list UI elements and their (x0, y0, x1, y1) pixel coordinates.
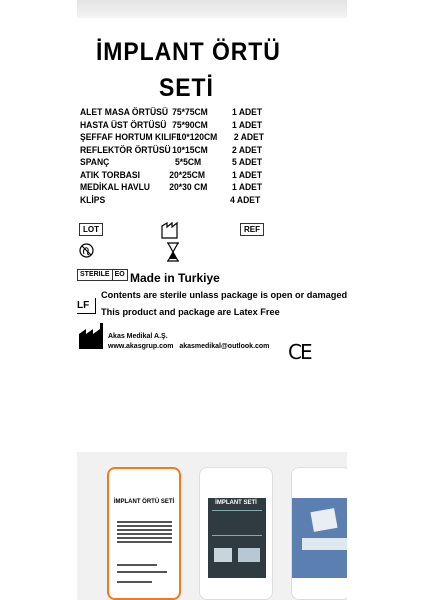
latex-free-icon (77, 298, 96, 314)
thumbnail-photo (238, 548, 260, 562)
ref-symbol: REF (240, 223, 264, 236)
item-name: REFLEKTÖR ÖRTÜSÜ (80, 144, 171, 155)
item-name: SPANÇ (80, 157, 110, 167)
item-size: 75*75CM (172, 107, 208, 117)
thumbnail-label: İMPLANT ÖRTÜ SETİ (113, 499, 175, 505)
lot-symbol: LOT (79, 223, 103, 236)
mini-line (117, 533, 172, 535)
thumbnail-3[interactable] (291, 467, 347, 600)
right-margin (347, 0, 424, 600)
item-qty: 1 ADET (232, 119, 263, 130)
item-name: ATIK TORBASI (80, 169, 141, 180)
mini-line (117, 581, 152, 583)
product-title-line2: SETİ (159, 74, 214, 102)
thumbnail-drape (310, 508, 337, 532)
list-item (80, 170, 261, 183)
list-item (80, 157, 261, 170)
item-size: 10*120CM (176, 132, 218, 142)
item-size: 75*90CM (172, 119, 208, 130)
manufacturer-website: www.akasgrup.com (108, 343, 174, 350)
thumbnail-photo (214, 548, 232, 562)
list-item (80, 132, 264, 145)
list-item (80, 182, 261, 195)
item-name: ŞEFFAF HORTUM KILIFI (80, 132, 179, 142)
item-size: 5*5CM (175, 157, 202, 167)
product-title-line1: İMPLANT ÖRTÜ (96, 38, 281, 66)
item-qty: 4 ADET (230, 194, 261, 205)
thumbnail-1[interactable] (107, 467, 181, 600)
manufacturer-name: Akas Medikal A.Ş. (108, 333, 168, 340)
list-item (80, 120, 261, 133)
mini-line (117, 521, 172, 523)
left-margin (0, 0, 77, 600)
manufacturer-email: akasmedikal@outlook.com (179, 343, 270, 350)
thumbnail-2[interactable] (199, 467, 273, 600)
sterile-label: STERILE (78, 270, 113, 280)
mini-line (117, 525, 172, 527)
item-name: ALET MASA ÖRTÜSÜ (80, 107, 169, 117)
thumbnail-lines (212, 510, 262, 536)
item-size: 20*30 CM (169, 182, 208, 192)
list-item (80, 195, 261, 208)
item-qty: 1 ADET (232, 169, 263, 180)
list-item (80, 107, 261, 120)
manufacturer-icon (78, 322, 104, 350)
mini-line (117, 564, 157, 566)
latex-free-label: LF (77, 300, 90, 311)
mini-line (117, 537, 172, 539)
thumbnail-drape (302, 538, 347, 550)
made-in-label: Made in Turkiye (130, 271, 220, 285)
item-qty: 2 ADET (233, 132, 264, 142)
manufacturer-info (108, 332, 269, 352)
thumbnail-label: İMPLANT SETİ (215, 500, 257, 506)
item-qty: 2 ADET (232, 144, 263, 155)
hourglass-icon (166, 242, 180, 262)
item-list (80, 107, 264, 207)
item-size: 10*15CM (172, 144, 208, 155)
item-qty: 1 ADET (232, 182, 263, 192)
mini-line (117, 541, 172, 543)
sterile-note: Contents are sterile unlass package is open or damaged (101, 290, 348, 300)
thumbnail-gallery (77, 452, 347, 600)
item-name: HASTA ÜST ÖRTÜSÜ (80, 119, 167, 130)
mini-line (117, 571, 167, 573)
sterile-eo-symbol (77, 269, 128, 281)
do-not-reuse-icon (79, 243, 94, 258)
item-size: 20*25CM (169, 169, 205, 180)
latex-note: This product and package are Latex Free (101, 307, 280, 317)
eo-label: EO (114, 271, 125, 278)
list-item (80, 145, 261, 158)
item-qty: 1 ADET (232, 107, 263, 117)
item-name: KLİPS (80, 194, 106, 205)
item-qty: 5 ADET (232, 157, 263, 167)
manufacture-date-icon (160, 219, 180, 239)
item-name: MEDİKAL HAVLU (80, 182, 150, 192)
mini-line (117, 529, 172, 531)
image-top-shadow (77, 0, 347, 18)
ce-mark: CE (288, 340, 311, 364)
